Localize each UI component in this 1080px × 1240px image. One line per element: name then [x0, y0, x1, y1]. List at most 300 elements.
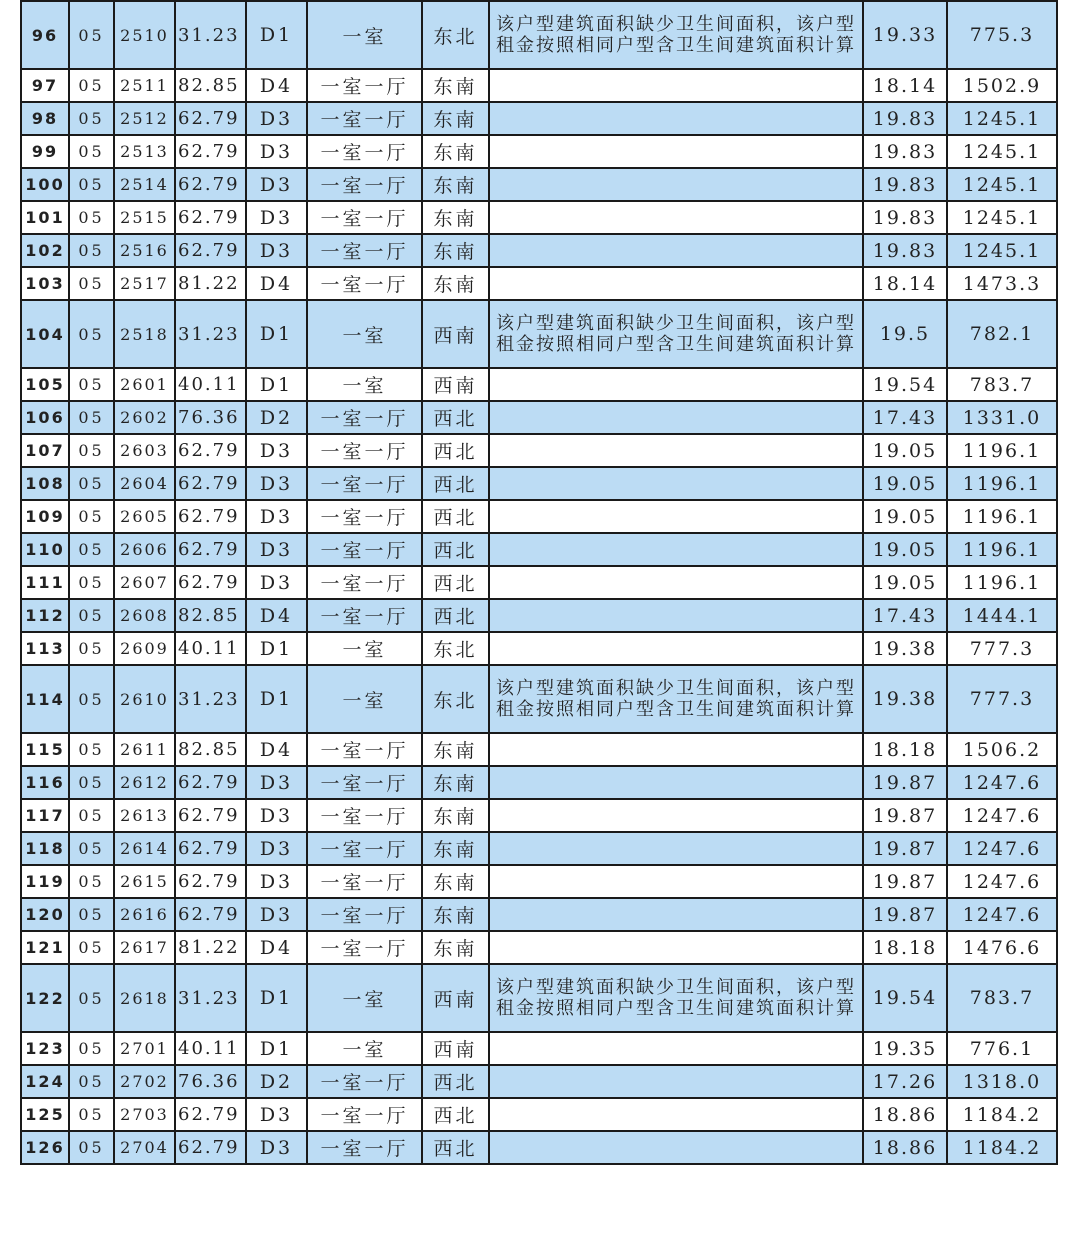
- building-number-cell: 05: [69, 566, 114, 599]
- monthly-rent-cell: 1196.1: [947, 467, 1057, 500]
- room-number-cell: 2703: [114, 1098, 175, 1131]
- row-number-cell: 104: [21, 300, 69, 368]
- room-layout-cell: 一室一厅: [307, 832, 422, 865]
- building-number-cell: 05: [69, 832, 114, 865]
- room-number-cell: 2510: [114, 1, 175, 69]
- rent-table: [20, 0, 1058, 1165]
- orientation-cell: 西南: [422, 1032, 489, 1065]
- building-number-cell: 05: [69, 300, 114, 368]
- unit-type-cell: D1: [246, 300, 307, 368]
- table-row: [21, 799, 1057, 832]
- room-number-cell: 2515: [114, 201, 175, 234]
- orientation-cell: 东南: [422, 766, 489, 799]
- building-number-cell: 05: [69, 500, 114, 533]
- table-row: [21, 401, 1057, 434]
- room-number-cell: 2512: [114, 102, 175, 135]
- table-row: [21, 168, 1057, 201]
- table-row: [21, 467, 1057, 500]
- orientation-cell: 东南: [422, 865, 489, 898]
- monthly-rent-cell: 1247.6: [947, 832, 1057, 865]
- building-number-cell: 05: [69, 931, 114, 964]
- floor-area-cell: 62.79: [175, 1098, 246, 1131]
- floor-area-cell: 31.23: [175, 964, 246, 1032]
- room-number-cell: 2605: [114, 500, 175, 533]
- floor-area-cell: 40.11: [175, 1032, 246, 1065]
- room-number-cell: 2603: [114, 434, 175, 467]
- room-number-cell: 2604: [114, 467, 175, 500]
- building-number-cell: 05: [69, 799, 114, 832]
- room-layout-cell: 一室: [307, 368, 422, 401]
- unit-type-cell: D3: [246, 234, 307, 267]
- floor-area-cell: 62.79: [175, 135, 246, 168]
- row-number-cell: 101: [21, 201, 69, 234]
- unit-price-cell: 19.05: [863, 566, 947, 599]
- unit-type-cell: D3: [246, 533, 307, 566]
- monthly-rent-cell: 1245.1: [947, 201, 1057, 234]
- orientation-cell: 西北: [422, 566, 489, 599]
- room-number-cell: 2704: [114, 1131, 175, 1164]
- orientation-cell: 东南: [422, 267, 489, 300]
- row-number-cell: 112: [21, 599, 69, 632]
- floor-area-cell: 81.22: [175, 931, 246, 964]
- floor-area-cell: 62.79: [175, 1131, 246, 1164]
- unit-type-cell: D4: [246, 267, 307, 300]
- building-number-cell: 05: [69, 168, 114, 201]
- table-row: [21, 865, 1057, 898]
- floor-area-cell: 82.85: [175, 69, 246, 102]
- unit-price-cell: 19.35: [863, 1032, 947, 1065]
- row-number-cell: 96: [21, 1, 69, 69]
- monthly-rent-cell: 1184.2: [947, 1098, 1057, 1131]
- unit-price-cell: 18.14: [863, 69, 947, 102]
- unit-price-cell: 19.54: [863, 964, 947, 1032]
- remark-cell: [489, 102, 863, 135]
- unit-type-cell: D3: [246, 500, 307, 533]
- table-row: [21, 832, 1057, 865]
- unit-type-cell: D1: [246, 632, 307, 665]
- remark-cell: [489, 533, 863, 566]
- monthly-rent-cell: 1184.2: [947, 1131, 1057, 1164]
- monthly-rent-cell: 1473.3: [947, 267, 1057, 300]
- unit-price-cell: 18.18: [863, 733, 947, 766]
- table-row: [21, 533, 1057, 566]
- building-number-cell: 05: [69, 665, 114, 733]
- floor-area-cell: 81.22: [175, 267, 246, 300]
- remark-cell: 该户型建筑面积缺少卫生间面积，该户型租金按照相同户型含卫生间建筑面积计算: [489, 300, 863, 368]
- unit-type-cell: D3: [246, 1098, 307, 1131]
- orientation-cell: 东南: [422, 733, 489, 766]
- room-layout-cell: 一室一厅: [307, 401, 422, 434]
- room-layout-cell: 一室: [307, 300, 422, 368]
- building-number-cell: 05: [69, 434, 114, 467]
- remark-cell: [489, 1065, 863, 1098]
- unit-price-cell: 19.05: [863, 434, 947, 467]
- unit-type-cell: D2: [246, 401, 307, 434]
- remark-cell: [489, 632, 863, 665]
- unit-price-cell: 19.38: [863, 632, 947, 665]
- room-layout-cell: 一室一厅: [307, 102, 422, 135]
- monthly-rent-cell: 1247.6: [947, 865, 1057, 898]
- unit-type-cell: D3: [246, 865, 307, 898]
- monthly-rent-cell: 776.1: [947, 1032, 1057, 1065]
- room-number-cell: 2616: [114, 898, 175, 931]
- floor-area-cell: 62.79: [175, 467, 246, 500]
- room-layout-cell: 一室一厅: [307, 434, 422, 467]
- floor-area-cell: 76.36: [175, 401, 246, 434]
- floor-area-cell: 62.79: [175, 898, 246, 931]
- room-number-cell: 2618: [114, 964, 175, 1032]
- building-number-cell: 05: [69, 135, 114, 168]
- room-layout-cell: 一室一厅: [307, 1098, 422, 1131]
- remark-cell: [489, 766, 863, 799]
- monthly-rent-cell: 1245.1: [947, 135, 1057, 168]
- unit-price-cell: 19.05: [863, 533, 947, 566]
- unit-price-cell: 19.83: [863, 201, 947, 234]
- remark-cell: [489, 500, 863, 533]
- unit-price-cell: 17.26: [863, 1065, 947, 1098]
- orientation-cell: 西北: [422, 434, 489, 467]
- room-layout-cell: 一室一厅: [307, 533, 422, 566]
- row-number-cell: 118: [21, 832, 69, 865]
- monthly-rent-cell: 1196.1: [947, 566, 1057, 599]
- room-layout-cell: 一室一厅: [307, 69, 422, 102]
- unit-price-cell: 18.18: [863, 931, 947, 964]
- monthly-rent-cell: 1196.1: [947, 533, 1057, 566]
- room-number-cell: 2607: [114, 566, 175, 599]
- monthly-rent-cell: 782.1: [947, 300, 1057, 368]
- row-number-cell: 124: [21, 1065, 69, 1098]
- orientation-cell: 东南: [422, 168, 489, 201]
- monthly-rent-cell: 1506.2: [947, 733, 1057, 766]
- unit-type-cell: D3: [246, 766, 307, 799]
- floor-area-cell: 62.79: [175, 865, 246, 898]
- monthly-rent-cell: 1502.9: [947, 69, 1057, 102]
- row-number-cell: 105: [21, 368, 69, 401]
- building-number-cell: 05: [69, 964, 114, 1032]
- building-number-cell: 05: [69, 1098, 114, 1131]
- unit-type-cell: D3: [246, 898, 307, 931]
- orientation-cell: 西北: [422, 500, 489, 533]
- row-number-cell: 120: [21, 898, 69, 931]
- floor-area-cell: 62.79: [175, 766, 246, 799]
- floor-area-cell: 40.11: [175, 632, 246, 665]
- building-number-cell: 05: [69, 898, 114, 931]
- table-row: [21, 267, 1057, 300]
- unit-type-cell: D3: [246, 566, 307, 599]
- room-layout-cell: 一室一厅: [307, 201, 422, 234]
- room-layout-cell: 一室一厅: [307, 865, 422, 898]
- unit-type-cell: D1: [246, 1032, 307, 1065]
- orientation-cell: 西南: [422, 368, 489, 401]
- monthly-rent-cell: 1245.1: [947, 168, 1057, 201]
- monthly-rent-cell: 777.3: [947, 632, 1057, 665]
- row-number-cell: 115: [21, 733, 69, 766]
- building-number-cell: 05: [69, 234, 114, 267]
- monthly-rent-cell: 775.3: [947, 1, 1057, 69]
- orientation-cell: 东南: [422, 799, 489, 832]
- floor-area-cell: 82.85: [175, 599, 246, 632]
- room-layout-cell: 一室一厅: [307, 267, 422, 300]
- room-number-cell: 2610: [114, 665, 175, 733]
- room-number-cell: 2518: [114, 300, 175, 368]
- floor-area-cell: 31.23: [175, 1, 246, 69]
- room-number-cell: 2612: [114, 766, 175, 799]
- orientation-cell: 东南: [422, 135, 489, 168]
- monthly-rent-cell: 783.7: [947, 964, 1057, 1032]
- remark-cell: [489, 69, 863, 102]
- floor-area-cell: 76.36: [175, 1065, 246, 1098]
- row-number-cell: 125: [21, 1098, 69, 1131]
- row-number-cell: 110: [21, 533, 69, 566]
- remark-cell: 该户型建筑面积缺少卫生间面积，该户型租金按照相同户型含卫生间建筑面积计算: [489, 665, 863, 733]
- orientation-cell: 东南: [422, 931, 489, 964]
- room-layout-cell: 一室: [307, 1032, 422, 1065]
- unit-price-cell: 19.33: [863, 1, 947, 69]
- unit-type-cell: D2: [246, 1065, 307, 1098]
- building-number-cell: 05: [69, 1, 114, 69]
- room-number-cell: 2601: [114, 368, 175, 401]
- monthly-rent-cell: 1318.0: [947, 1065, 1057, 1098]
- floor-area-cell: 62.79: [175, 168, 246, 201]
- row-number-cell: 123: [21, 1032, 69, 1065]
- table-row: [21, 1065, 1057, 1098]
- unit-price-cell: 19.54: [863, 368, 947, 401]
- table-row: [21, 1032, 1057, 1065]
- table-row: [21, 931, 1057, 964]
- floor-area-cell: 62.79: [175, 234, 246, 267]
- unit-price-cell: 17.43: [863, 599, 947, 632]
- table-row: [21, 766, 1057, 799]
- floor-area-cell: 40.11: [175, 368, 246, 401]
- remark-cell: [489, 201, 863, 234]
- row-number-cell: 107: [21, 434, 69, 467]
- table-row: [21, 135, 1057, 168]
- room-number-cell: 2511: [114, 69, 175, 102]
- unit-type-cell: D1: [246, 368, 307, 401]
- unit-price-cell: 18.86: [863, 1098, 947, 1131]
- remark-cell: 该户型建筑面积缺少卫生间面积，该户型租金按照相同户型含卫生间建筑面积计算: [489, 964, 863, 1032]
- table-row: [21, 665, 1057, 733]
- unit-price-cell: 19.83: [863, 234, 947, 267]
- table-row: [21, 632, 1057, 665]
- monthly-rent-cell: 1331.0: [947, 401, 1057, 434]
- unit-price-cell: 18.14: [863, 267, 947, 300]
- room-layout-cell: 一室一厅: [307, 500, 422, 533]
- room-layout-cell: 一室: [307, 1, 422, 69]
- unit-price-cell: 19.87: [863, 799, 947, 832]
- room-number-cell: 2513: [114, 135, 175, 168]
- orientation-cell: 东南: [422, 832, 489, 865]
- row-number-cell: 121: [21, 931, 69, 964]
- remark-cell: 该户型建筑面积缺少卫生间面积，该户型租金按照相同户型含卫生间建筑面积计算: [489, 1, 863, 69]
- remark-cell: [489, 234, 863, 267]
- remark-cell: [489, 832, 863, 865]
- room-layout-cell: 一室一厅: [307, 168, 422, 201]
- building-number-cell: 05: [69, 865, 114, 898]
- room-layout-cell: 一室: [307, 665, 422, 733]
- table-row: [21, 434, 1057, 467]
- table-row: [21, 500, 1057, 533]
- unit-price-cell: 19.87: [863, 898, 947, 931]
- remark-cell: [489, 1131, 863, 1164]
- orientation-cell: 东南: [422, 201, 489, 234]
- row-number-cell: 103: [21, 267, 69, 300]
- unit-type-cell: D3: [246, 434, 307, 467]
- building-number-cell: 05: [69, 201, 114, 234]
- room-layout-cell: 一室: [307, 632, 422, 665]
- orientation-cell: 东北: [422, 1, 489, 69]
- room-layout-cell: 一室一厅: [307, 566, 422, 599]
- orientation-cell: 西北: [422, 1098, 489, 1131]
- table-row: [21, 599, 1057, 632]
- room-number-cell: 2609: [114, 632, 175, 665]
- table-row: [21, 566, 1057, 599]
- room-number-cell: 2611: [114, 733, 175, 766]
- remark-cell: [489, 865, 863, 898]
- remark-cell: [489, 168, 863, 201]
- building-number-cell: 05: [69, 733, 114, 766]
- unit-type-cell: D4: [246, 599, 307, 632]
- floor-area-cell: 62.79: [175, 799, 246, 832]
- unit-type-cell: D1: [246, 964, 307, 1032]
- table-row: [21, 1, 1057, 69]
- unit-price-cell: 19.87: [863, 766, 947, 799]
- row-number-cell: 106: [21, 401, 69, 434]
- room-number-cell: 2617: [114, 931, 175, 964]
- unit-price-cell: 19.83: [863, 102, 947, 135]
- orientation-cell: 西南: [422, 964, 489, 1032]
- remark-cell: [489, 135, 863, 168]
- monthly-rent-cell: 1196.1: [947, 434, 1057, 467]
- floor-area-cell: 31.23: [175, 300, 246, 368]
- unit-type-cell: D3: [246, 467, 307, 500]
- unit-price-cell: 19.83: [863, 135, 947, 168]
- unit-price-cell: 19.38: [863, 665, 947, 733]
- floor-area-cell: 31.23: [175, 665, 246, 733]
- room-number-cell: 2701: [114, 1032, 175, 1065]
- room-number-cell: 2602: [114, 401, 175, 434]
- orientation-cell: 东南: [422, 69, 489, 102]
- floor-area-cell: 62.79: [175, 434, 246, 467]
- building-number-cell: 05: [69, 267, 114, 300]
- building-number-cell: 05: [69, 401, 114, 434]
- remark-cell: [489, 434, 863, 467]
- remark-cell: [489, 401, 863, 434]
- table-row: [21, 1131, 1057, 1164]
- room-layout-cell: 一室一厅: [307, 733, 422, 766]
- unit-type-cell: D3: [246, 102, 307, 135]
- room-layout-cell: 一室一厅: [307, 234, 422, 267]
- row-number-cell: 102: [21, 234, 69, 267]
- unit-price-cell: 19.83: [863, 168, 947, 201]
- floor-area-cell: 62.79: [175, 500, 246, 533]
- floor-area-cell: 62.79: [175, 102, 246, 135]
- monthly-rent-cell: 777.3: [947, 665, 1057, 733]
- monthly-rent-cell: 783.7: [947, 368, 1057, 401]
- table-row: [21, 733, 1057, 766]
- orientation-cell: 西北: [422, 533, 489, 566]
- row-number-cell: 117: [21, 799, 69, 832]
- monthly-rent-cell: 1245.1: [947, 102, 1057, 135]
- building-number-cell: 05: [69, 533, 114, 566]
- room-number-cell: 2615: [114, 865, 175, 898]
- room-number-cell: 2613: [114, 799, 175, 832]
- building-number-cell: 05: [69, 368, 114, 401]
- room-number-cell: 2702: [114, 1065, 175, 1098]
- unit-price-cell: 19.5: [863, 300, 947, 368]
- table-row: [21, 201, 1057, 234]
- unit-type-cell: D4: [246, 69, 307, 102]
- orientation-cell: 东北: [422, 665, 489, 733]
- row-number-cell: 108: [21, 467, 69, 500]
- unit-type-cell: D3: [246, 799, 307, 832]
- remark-cell: [489, 1098, 863, 1131]
- table-row: [21, 300, 1057, 368]
- orientation-cell: 西北: [422, 467, 489, 500]
- remark-cell: [489, 733, 863, 766]
- room-number-cell: 2614: [114, 832, 175, 865]
- floor-area-cell: 62.79: [175, 832, 246, 865]
- unit-price-cell: 19.87: [863, 832, 947, 865]
- unit-type-cell: D4: [246, 733, 307, 766]
- building-number-cell: 05: [69, 632, 114, 665]
- remark-cell: [489, 931, 863, 964]
- building-number-cell: 05: [69, 1065, 114, 1098]
- table-row: [21, 964, 1057, 1032]
- unit-price-cell: 17.43: [863, 401, 947, 434]
- floor-area-cell: 82.85: [175, 733, 246, 766]
- unit-type-cell: D3: [246, 1131, 307, 1164]
- unit-type-cell: D1: [246, 1, 307, 69]
- building-number-cell: 05: [69, 69, 114, 102]
- monthly-rent-cell: 1247.6: [947, 766, 1057, 799]
- row-number-cell: 111: [21, 566, 69, 599]
- unit-type-cell: D3: [246, 832, 307, 865]
- unit-price-cell: 19.05: [863, 500, 947, 533]
- unit-price-cell: 19.87: [863, 865, 947, 898]
- orientation-cell: 西北: [422, 1065, 489, 1098]
- building-number-cell: 05: [69, 766, 114, 799]
- table-row: [21, 234, 1057, 267]
- monthly-rent-cell: 1247.6: [947, 898, 1057, 931]
- room-number-cell: 2606: [114, 533, 175, 566]
- row-number-cell: 126: [21, 1131, 69, 1164]
- row-number-cell: 119: [21, 865, 69, 898]
- row-number-cell: 113: [21, 632, 69, 665]
- orientation-cell: 东北: [422, 632, 489, 665]
- remark-cell: [489, 599, 863, 632]
- row-number-cell: 109: [21, 500, 69, 533]
- monthly-rent-cell: 1444.1: [947, 599, 1057, 632]
- room-layout-cell: 一室一厅: [307, 799, 422, 832]
- unit-type-cell: D3: [246, 201, 307, 234]
- room-layout-cell: 一室: [307, 964, 422, 1032]
- building-number-cell: 05: [69, 1131, 114, 1164]
- table-row: [21, 69, 1057, 102]
- building-number-cell: 05: [69, 102, 114, 135]
- room-layout-cell: 一室一厅: [307, 931, 422, 964]
- remark-cell: [489, 799, 863, 832]
- building-number-cell: 05: [69, 467, 114, 500]
- orientation-cell: 东南: [422, 102, 489, 135]
- remark-cell: [489, 368, 863, 401]
- unit-price-cell: 18.86: [863, 1131, 947, 1164]
- room-number-cell: 2514: [114, 168, 175, 201]
- unit-type-cell: D4: [246, 931, 307, 964]
- unit-price-cell: 19.05: [863, 467, 947, 500]
- orientation-cell: 东南: [422, 898, 489, 931]
- row-number-cell: 100: [21, 168, 69, 201]
